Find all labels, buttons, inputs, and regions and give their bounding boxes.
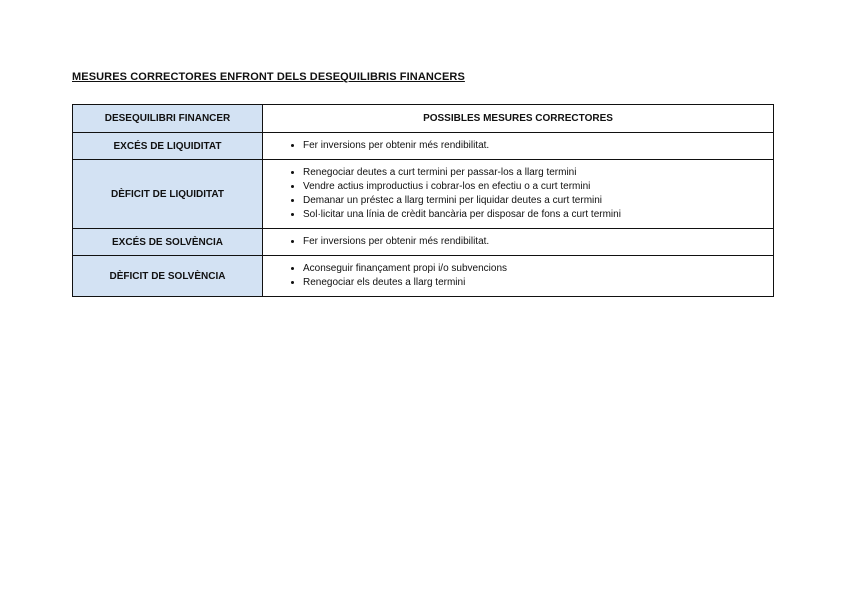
page-title: MESURES CORRECTORES ENFRONT DELS DESEQUILIBRIS FINANCERS [72,71,465,83]
table-row [73,256,774,297]
table-row [73,133,774,160]
row-label: DÈFICIT DE SOLVÈNCIA [73,256,263,297]
list-item: • Fer inversions per obtenir més rendibilitat. [303,139,767,153]
row-label: EXCÉS DE LIQUIDITAT [73,133,263,160]
header-possible-measures: POSSIBLES MESURES CORRECTORES [263,105,774,133]
list-item: • Aconseguir finançament propi i/o subvencions [303,262,767,276]
row-measures [263,133,774,160]
list-item: • Sol·licitar una línia de crèdit bancària per disposar de fons a curt termini [303,208,767,222]
row-label: DÈFICIT DE LIQUIDITAT [73,160,263,229]
table-row [73,160,774,229]
measures-list [263,166,767,222]
list-item: • Demanar un préstec a llarg termini per liquidar deutes a curt termini [303,194,767,208]
header-financial-imbalance: DESEQUILIBRI FINANCER [73,105,263,133]
list-item: • Renegociar deutes a curt termini per passar-los a llarg termini [303,166,767,180]
corrective-measures-table-container [72,104,774,297]
row-measures [263,160,774,229]
row-measures [263,229,774,256]
list-item: • Renegociar els deutes a llarg termini [303,276,767,290]
measures-list [263,235,767,249]
list-item: • Vendre actius improductius i cobrar-los en efectiu o a curt termini [303,180,767,194]
table-header-row [73,105,774,133]
measures-list [263,139,767,153]
measures-list [263,262,767,290]
table-row [73,229,774,256]
row-measures [263,256,774,297]
list-item: • Fer inversions per obtenir més rendibilitat. [303,235,767,249]
corrective-measures-table [72,104,774,297]
row-label: EXCÉS DE SOLVÈNCIA [73,229,263,256]
